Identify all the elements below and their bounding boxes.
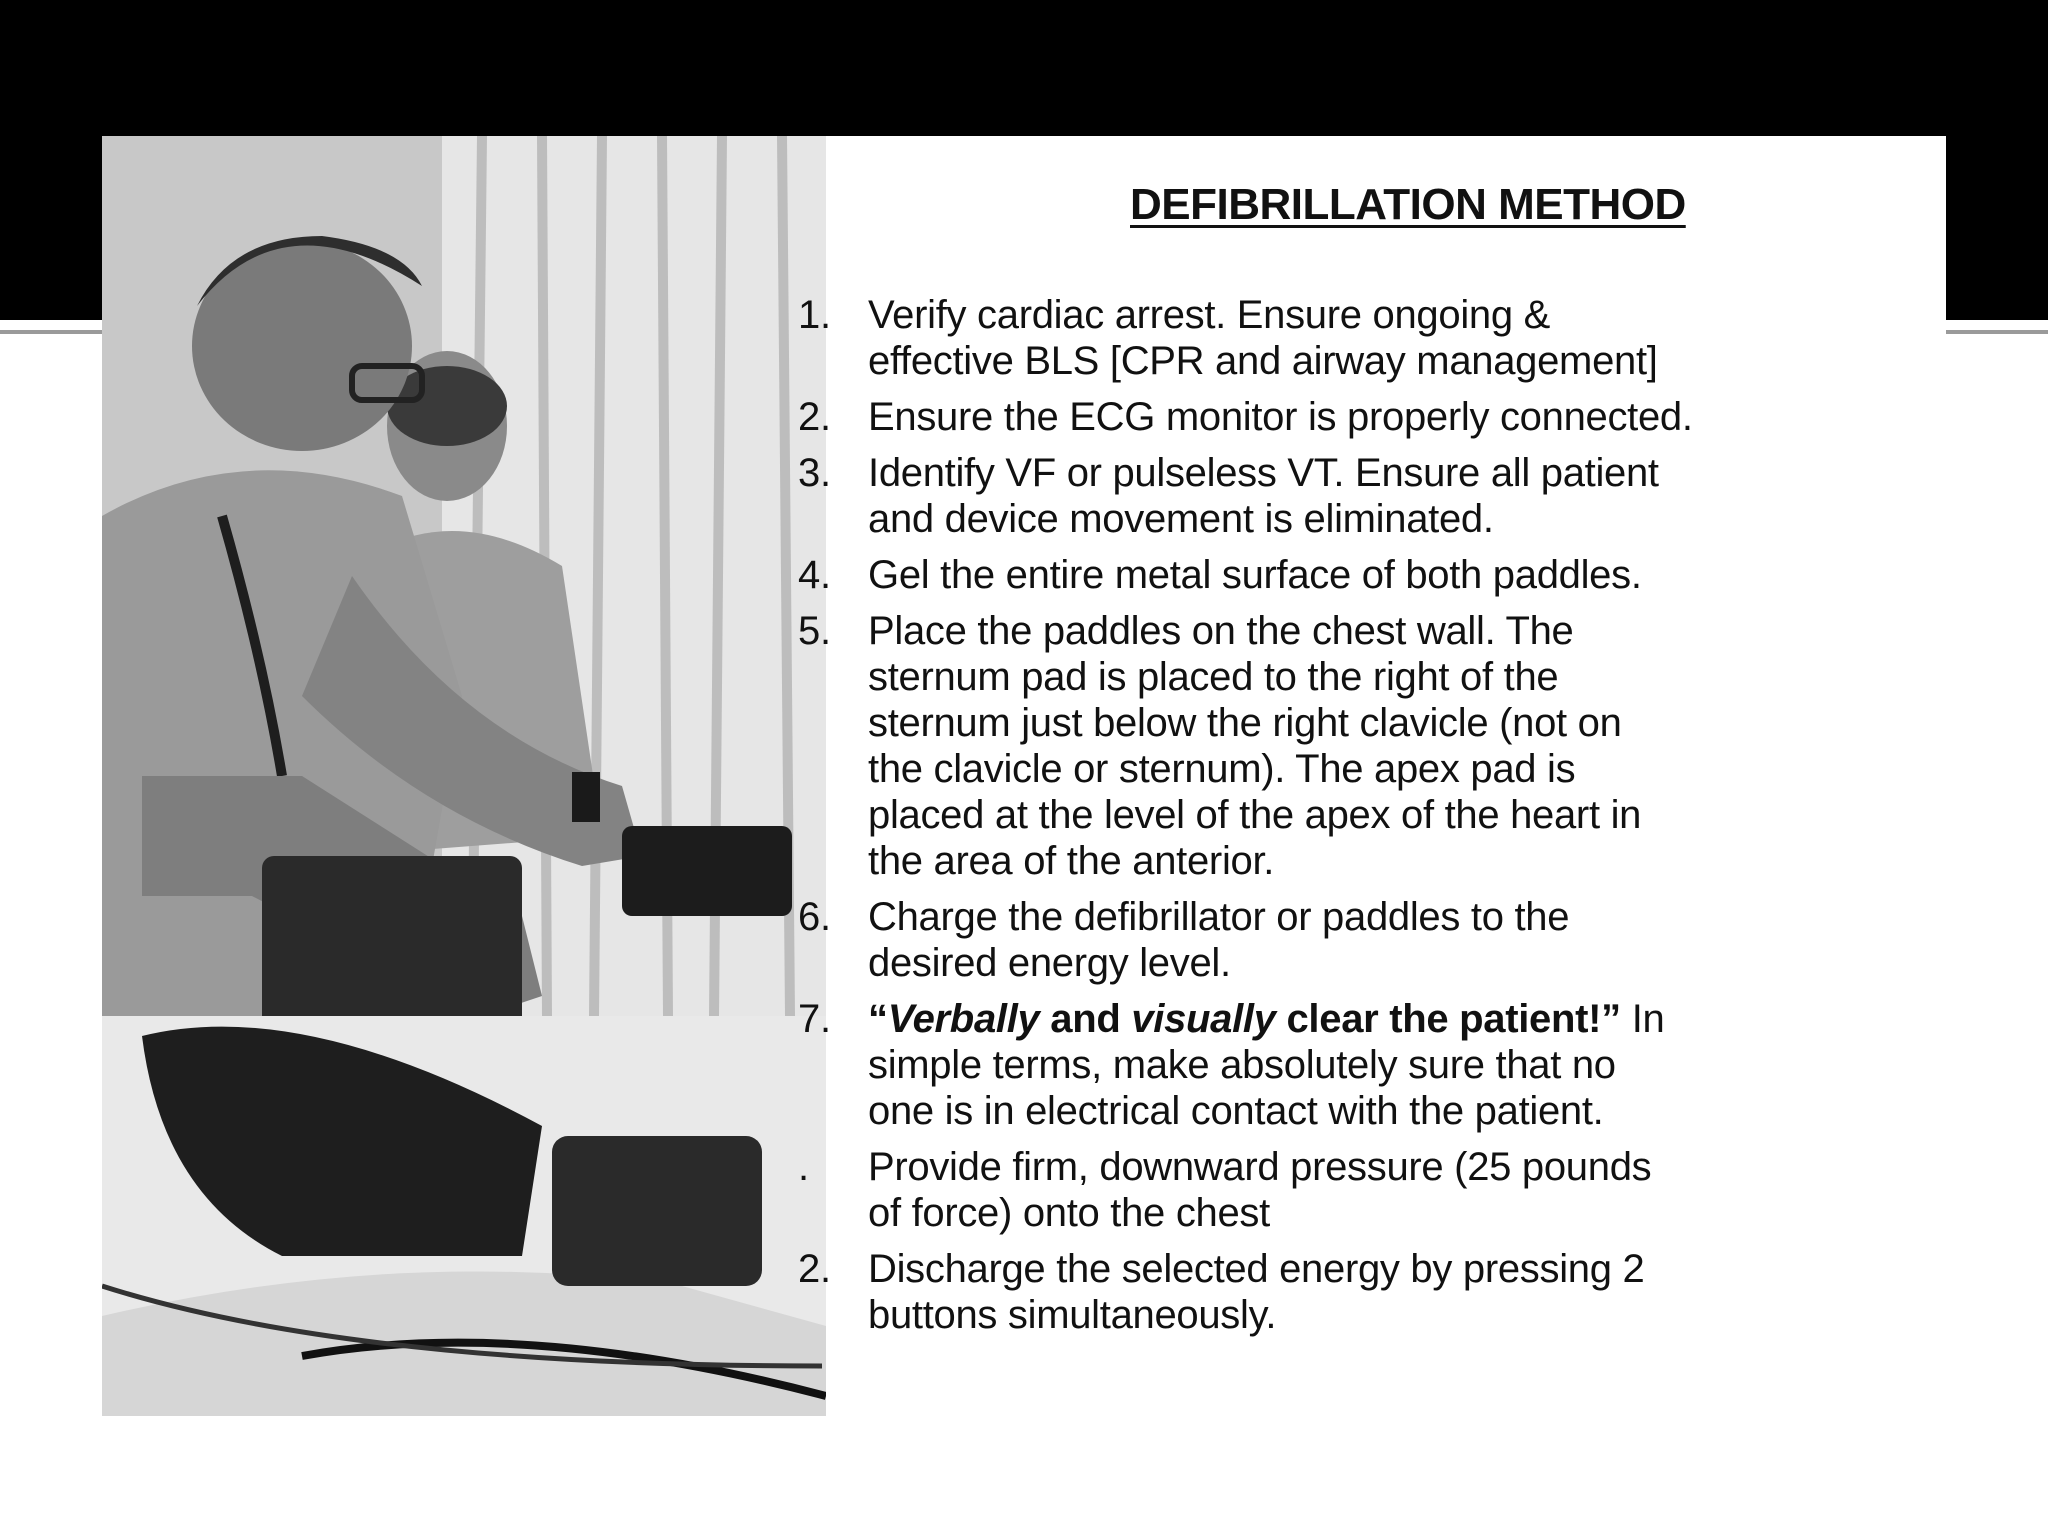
step-text-line: simple terms, make absolutely sure that no bbox=[868, 1043, 1616, 1087]
step-text-line: the area of the anterior. bbox=[868, 839, 1275, 883]
step-text-line: Provide firm, downward pressure (25 pounds bbox=[868, 1145, 1652, 1189]
step-text-line: Identify VF or pulseless VT. Ensure all patient bbox=[868, 451, 1659, 495]
step-number: 7. bbox=[798, 997, 831, 1041]
slide-figure bbox=[102, 136, 1946, 1416]
step-text-line: the clavicle or sternum). The apex pad is bbox=[868, 747, 1576, 791]
step-number: 1. bbox=[798, 293, 831, 337]
step-number: 5. bbox=[798, 609, 831, 653]
emphasis-and: and bbox=[1039, 997, 1132, 1041]
step-text-line: and device movement is eliminated. bbox=[868, 497, 1494, 541]
procedure-heading: DEFIBRILLATION METHOD bbox=[1130, 180, 1686, 229]
step-3 bbox=[798, 450, 1938, 542]
header-rule-left bbox=[0, 330, 102, 334]
open-quote: “ bbox=[868, 997, 888, 1041]
step-text-line: Discharge the selected energy by pressing 2 bbox=[868, 1247, 1645, 1291]
step-text-line: placed at the level of the apex of the heart in bbox=[868, 793, 1642, 837]
header-rule-right bbox=[1946, 330, 2048, 334]
step-number: 3. bbox=[798, 451, 831, 495]
emphasis-clear-patient: clear the patient!” bbox=[1275, 997, 1621, 1041]
step-text-line: buttons simultaneously. bbox=[868, 1293, 1277, 1337]
step-text-line: Charge the defibrillator or paddles to the bbox=[868, 895, 1570, 939]
step-text-line: of force) onto the chest bbox=[868, 1191, 1270, 1235]
step-text-line: Place the paddles on the chest wall. The bbox=[868, 609, 1574, 653]
step-emphasis-line bbox=[868, 996, 1938, 1042]
step-text-line: Verify cardiac arrest. Ensure ongoing & bbox=[868, 293, 1550, 337]
step-1 bbox=[798, 292, 1938, 384]
step-text-line: sternum just below the right clavicle (not on bbox=[868, 701, 1622, 745]
emphasis-verbally: Verbally bbox=[887, 997, 1040, 1041]
step-text-line: desired energy level. bbox=[868, 941, 1231, 985]
step-number: 2. bbox=[798, 1247, 831, 1291]
instruction-panel bbox=[792, 136, 1946, 1416]
step-text-line: effective BLS [CPR and airway management] bbox=[868, 339, 1658, 383]
step-text-line: sternum pad is placed to the right of the bbox=[868, 655, 1559, 699]
clinician-photo bbox=[102, 136, 826, 1416]
step-number: . bbox=[798, 1145, 809, 1189]
step-8 bbox=[798, 1144, 1938, 1236]
step-text-line: Gel the entire metal surface of both paddles. bbox=[868, 553, 1642, 597]
emphasis-visually: visually bbox=[1131, 997, 1276, 1041]
step-5 bbox=[798, 608, 1938, 884]
step-2 bbox=[798, 394, 1938, 440]
step-number: 2. bbox=[798, 395, 831, 439]
defibrillation-photo-illustration bbox=[102, 136, 826, 1416]
step-number: 4. bbox=[798, 553, 831, 597]
step-7 bbox=[798, 996, 1938, 1134]
step-6 bbox=[798, 894, 1938, 986]
step-9 bbox=[798, 1246, 1938, 1338]
procedure-step-list bbox=[798, 292, 1938, 1348]
step-text-line: Ensure the ECG monitor is properly connected. bbox=[868, 395, 1693, 439]
emphasis-tail: In bbox=[1620, 997, 1665, 1041]
step-text-line: one is in electrical contact with the patient. bbox=[868, 1089, 1604, 1133]
step-number: 6. bbox=[798, 895, 831, 939]
step-4 bbox=[798, 552, 1938, 598]
